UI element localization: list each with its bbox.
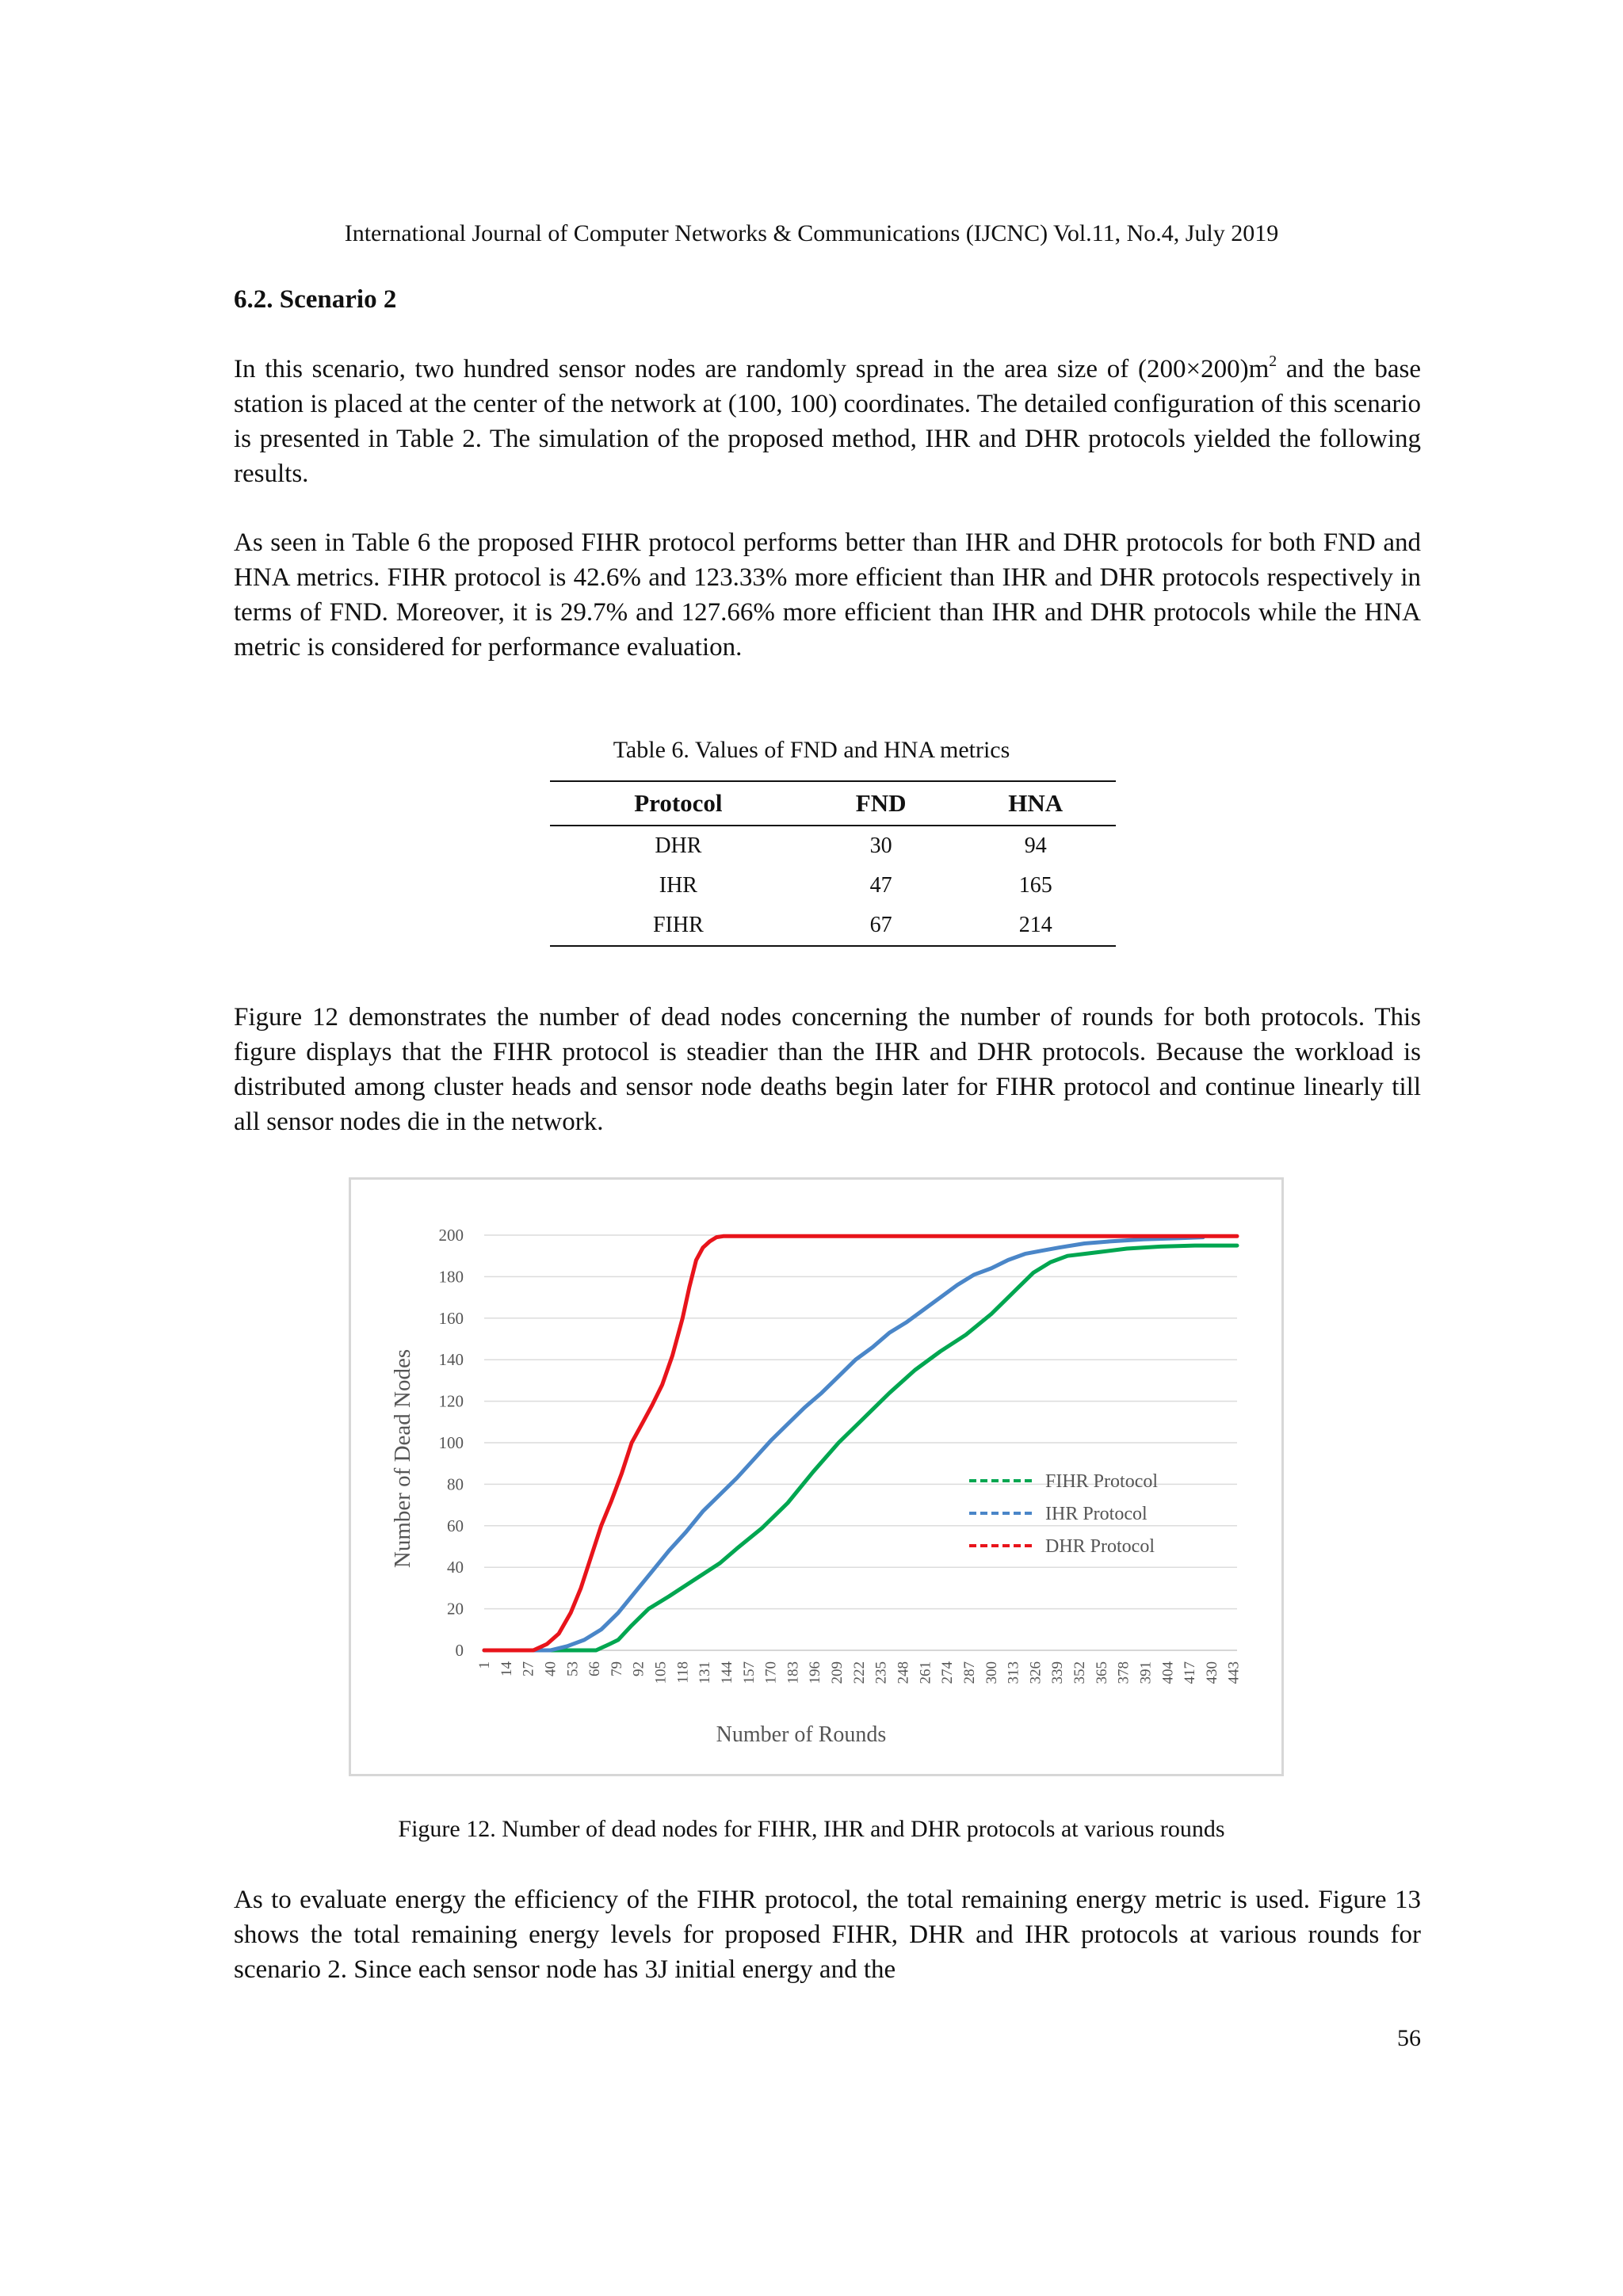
y-tick-label: 100: [438, 1433, 464, 1452]
paragraph-results-table: As seen in Table 6 the proposed FIHR protocol performs better than IHR and DHR protocols for both FND and HNA metrics. FIHR protocol is 42.6% and 123.33% more efficient than IHR and DHR protocols respectively in terms of FND. Moreover, it is 29.7% and 127.66% more efficient than IHR and DHR protocols while the HNA metric is considered for performance evaluation.: [234, 528, 1421, 662]
x-tick-label: 53: [564, 1661, 582, 1676]
legend-label: IHR Protocol: [1045, 1504, 1148, 1524]
table-cell: 214: [955, 906, 1116, 946]
x-tick-label: 157: [740, 1661, 758, 1684]
section-title: 6.2. Scenario 2: [234, 285, 397, 314]
x-tick-label: 40: [542, 1661, 559, 1676]
x-tick-label: 105: [652, 1661, 670, 1684]
legend-label: DHR Protocol: [1045, 1536, 1155, 1557]
x-tick-label: 248: [895, 1661, 912, 1684]
table-row: [550, 826, 1116, 866]
x-tick-label: 313: [1005, 1661, 1022, 1684]
series-line-fihr: [484, 1245, 1237, 1650]
x-tick-label: 417: [1182, 1661, 1199, 1684]
para1-superscript: 2: [1269, 353, 1277, 370]
para1-text-b: and the base station is placed at the center of the network at (100, 100) coordinates. The detailed configuration of this scenario is presented in Table 2. The simulation of the proposed method, IHR and DHR protocols yielded the following results.: [234, 355, 1421, 488]
x-tick-label: 14: [498, 1661, 515, 1676]
figure-caption: Figure 12. Number of dead nodes for FIHR, IHR and DHR protocols at various rounds: [398, 1816, 1225, 1842]
metrics-table: [550, 780, 1116, 947]
x-tick-label: 287: [960, 1661, 978, 1684]
y-tick-label: 80: [447, 1474, 464, 1494]
x-tick-label: 430: [1203, 1661, 1220, 1684]
x-tick-label: 261: [917, 1661, 934, 1684]
x-tick-label: 131: [697, 1661, 714, 1684]
y-tick-label: 160: [438, 1308, 464, 1328]
table-cell: FIHR: [550, 906, 807, 946]
table-cell: 30: [869, 833, 892, 858]
page-number: 56: [1397, 2025, 1421, 2051]
table-header-cell: HNA: [955, 781, 1116, 826]
paragraph-scenario-description: [234, 352, 1421, 491]
x-tick-label: 196: [807, 1661, 824, 1684]
table-cell: 94: [1024, 833, 1047, 858]
dead-nodes-chart: [351, 1180, 1281, 1774]
x-tick-label: 183: [785, 1661, 802, 1684]
y-tick-label: 140: [438, 1350, 464, 1370]
table-cell: DHR: [655, 833, 702, 858]
x-tick-label: 66: [586, 1661, 604, 1676]
table-header-cell: Protocol: [550, 781, 807, 826]
table-cell: 67: [807, 906, 956, 946]
x-tick-label: 209: [829, 1661, 846, 1684]
y-tick-label: 200: [438, 1226, 464, 1245]
y-tick-label: 0: [455, 1641, 464, 1660]
paragraph-figure-description: Figure 12 demonstrates the number of dead nodes concerning the number of rounds for both protocols. This figure displays that the FIHR protocol is steadier than the IHR and DHR protocols. Because the workload is distributed among cluster heads and sensor node deaths begin later for FIHR protocol and continue linearly till all sensor nodes die in the network.: [234, 1003, 1421, 1136]
x-tick-label: 326: [1027, 1661, 1044, 1684]
x-tick-label: 365: [1093, 1661, 1110, 1684]
table-row: [550, 866, 1116, 906]
y-tick-label: 180: [438, 1267, 464, 1287]
x-tick-label: 339: [1049, 1661, 1067, 1684]
legend-label: FIHR Protocol: [1045, 1471, 1159, 1492]
table-header-row: [550, 781, 1116, 826]
y-tick-label: 20: [447, 1599, 464, 1619]
x-tick-label: 27: [520, 1661, 537, 1676]
x-tick-label: 79: [608, 1661, 625, 1676]
journal-header: International Journal of Computer Networks & Communications (IJCNC) Vol.11, No.4, July 2019: [344, 220, 1279, 246]
x-tick-label: 235: [873, 1661, 890, 1684]
table-cell: IHR: [659, 873, 697, 898]
table-cell: 47: [869, 873, 892, 898]
x-tick-label: 170: [762, 1661, 780, 1684]
y-tick-label: 40: [447, 1558, 464, 1577]
x-tick-label: 144: [718, 1661, 735, 1684]
x-tick-label: 404: [1159, 1661, 1177, 1684]
x-tick-label: 378: [1115, 1661, 1132, 1684]
table-cell: 165: [1018, 873, 1052, 898]
x-tick-label: 300: [983, 1661, 1000, 1684]
figure-frame: [349, 1177, 1284, 1776]
x-tick-label: 118: [674, 1661, 692, 1684]
y-tick-label: 120: [438, 1391, 464, 1411]
x-tick-label: 391: [1137, 1661, 1155, 1684]
x-tick-label: 1: [476, 1661, 493, 1669]
y-axis-title: Number of Dead Nodes: [390, 1348, 415, 1569]
x-tick-label: 274: [939, 1661, 957, 1684]
y-tick-label: 60: [447, 1516, 464, 1535]
x-tick-label: 92: [630, 1661, 647, 1676]
x-axis-title: Number of Rounds: [716, 1722, 887, 1747]
table-header-cell: FND: [807, 781, 956, 826]
table-caption: Table 6. Values of FND and HNA metrics: [613, 737, 1010, 763]
x-tick-label: 222: [850, 1661, 868, 1684]
table-row: [550, 906, 1116, 946]
paragraph-energy-evaluation: As to evaluate energy the efficiency of the FIHR protocol, the total remaining energy metric is used. Figure 13 shows the total remaining energy levels for proposed FIHR, DHR and IHR protocols at various rounds for scenario 2. Since each sensor node has 3J initial energy and the: [234, 1886, 1421, 1984]
para1-text-a: In this scenario, two hundred sensor nodes are randomly spread in the area size of (200×200)m: [234, 355, 1270, 383]
series-line-ihr: [484, 1238, 1203, 1650]
x-tick-label: 352: [1071, 1661, 1089, 1684]
x-tick-label: 443: [1225, 1661, 1243, 1684]
